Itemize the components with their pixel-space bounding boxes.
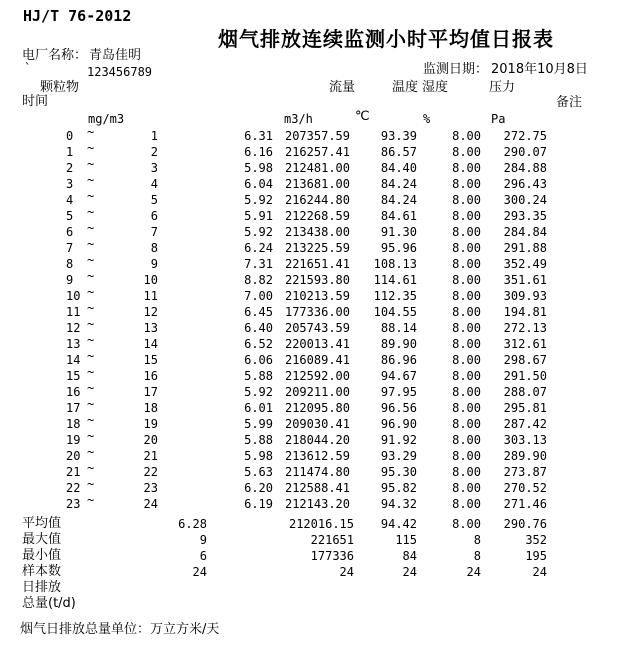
plant-name-line xyxy=(22,49,141,63)
temperature-value: 91.92 xyxy=(380,433,417,447)
tilde-separator: ~ xyxy=(87,221,95,235)
flow-value: 216089.41 xyxy=(284,353,350,367)
footer-note: 烟气日排放总量单位：万立方米/天 xyxy=(20,622,220,637)
temperature-value: 114.61 xyxy=(373,273,417,287)
hour-end: 10 xyxy=(143,273,158,287)
summary-flow-value: 24 xyxy=(339,565,354,579)
hour-end: 15 xyxy=(143,353,158,367)
tilde-separator: ~ xyxy=(87,349,95,363)
summary-label: 样本数 xyxy=(22,564,62,579)
flow-value: 216244.80 xyxy=(284,193,350,207)
humidity-value: 8.00 xyxy=(452,289,481,303)
particulate-value: 5.88 xyxy=(244,433,273,447)
summary-temperature-value: 94.42 xyxy=(380,517,417,531)
hour-end: 6 xyxy=(150,209,158,223)
humidity-value: 8.00 xyxy=(452,129,481,143)
summary-flow-value: 212016.15 xyxy=(288,517,354,531)
temperature-value: 96.90 xyxy=(380,417,417,431)
flow-value: 177336.00 xyxy=(284,305,350,319)
humidity-value: 8.00 xyxy=(452,321,481,335)
particulate-value: 5.88 xyxy=(244,369,273,383)
summary-humidity-value xyxy=(419,596,481,612)
tilde-separator: ~ xyxy=(87,317,95,331)
summary-humidity-value: 24 xyxy=(466,565,481,579)
hour-start: 9 xyxy=(66,273,74,287)
summary-label: 日排放 xyxy=(22,580,62,595)
standard-code: HJ/T 76-2012 xyxy=(23,7,132,25)
hour-end: 3 xyxy=(150,161,158,175)
summary-pressure-value xyxy=(485,596,547,612)
plant-code: 123456789 xyxy=(87,65,153,79)
pressure-value: 272.75 xyxy=(503,129,547,143)
hour-start: 14 xyxy=(66,353,81,367)
flow-value: 212095.80 xyxy=(284,401,350,415)
particulate-value: 6.01 xyxy=(244,401,273,415)
pressure-value: 290.07 xyxy=(503,145,547,159)
summary-flow-value: 177336 xyxy=(310,549,354,563)
summary-humidity-value: 8 xyxy=(473,549,481,563)
particulate-value: 5.91 xyxy=(244,209,273,223)
humidity-value: 8.00 xyxy=(452,337,481,351)
humidity-value: 8.00 xyxy=(452,225,481,239)
tick-mark: ` xyxy=(24,61,32,75)
particulate-value: 6.52 xyxy=(244,337,273,351)
pressure-value: 288.07 xyxy=(503,385,547,399)
hour-end: 13 xyxy=(143,321,158,335)
hour-end: 2 xyxy=(150,145,158,159)
particulate-value: 6.04 xyxy=(244,177,273,191)
hour-end: 21 xyxy=(143,449,158,463)
flow-value: 212592.00 xyxy=(284,369,350,383)
tilde-separator: ~ xyxy=(87,157,95,171)
hour-end: 18 xyxy=(143,401,158,415)
pressure-value: 272.13 xyxy=(503,321,547,335)
pressure-value: 271.46 xyxy=(503,497,547,511)
particulate-value: 5.63 xyxy=(244,465,273,479)
tilde-separator: ~ xyxy=(87,125,95,139)
pressure-value: 291.50 xyxy=(503,369,547,383)
summary-row xyxy=(0,548,627,564)
temperature-value: 96.56 xyxy=(380,401,417,415)
pressure-value: 298.67 xyxy=(503,353,547,367)
tilde-separator: ~ xyxy=(87,381,95,395)
hour-start: 12 xyxy=(66,321,81,335)
hour-end: 22 xyxy=(143,465,158,479)
temperature-value: 97.95 xyxy=(380,385,417,399)
tilde-separator: ~ xyxy=(87,301,95,315)
flow-value: 212143.20 xyxy=(284,497,350,511)
flow-value: 212588.41 xyxy=(284,481,350,495)
summary-temperature-value: 84 xyxy=(402,549,417,563)
particulate-value: 5.92 xyxy=(244,193,273,207)
particulate-value: 5.92 xyxy=(244,225,273,239)
hour-start: 17 xyxy=(66,401,81,415)
summary-particulate-value: 6.28 xyxy=(178,517,207,531)
hour-end: 1 xyxy=(150,129,158,143)
col-header-pressure: 压力 xyxy=(489,80,516,95)
temperature-value: 89.90 xyxy=(380,337,417,351)
monitor-date-line xyxy=(423,63,588,77)
particulate-value: 6.16 xyxy=(244,145,273,159)
tilde-separator: ~ xyxy=(87,461,95,475)
summary-pressure-value: 24 xyxy=(532,565,547,579)
pressure-value: 194.81 xyxy=(503,305,547,319)
plant-name-value: 青岛佳明 xyxy=(89,48,142,63)
temperature-value: 84.61 xyxy=(380,209,417,223)
tilde-separator: ~ xyxy=(87,269,95,283)
tilde-separator: ~ xyxy=(87,477,95,491)
unit-temperature: ℃ xyxy=(355,109,370,124)
particulate-value: 6.31 xyxy=(244,129,273,143)
humidity-value: 8.00 xyxy=(452,433,481,447)
tilde-separator: ~ xyxy=(87,173,95,187)
summary-row xyxy=(0,596,627,612)
hour-start: 10 xyxy=(66,289,81,303)
pressure-value: 287.42 xyxy=(503,417,547,431)
pressure-value: 295.81 xyxy=(503,401,547,415)
particulate-value: 5.99 xyxy=(244,417,273,431)
temperature-value: 104.55 xyxy=(373,305,417,319)
humidity-value: 8.00 xyxy=(452,257,481,271)
flow-value: 213681.00 xyxy=(284,177,350,191)
temperature-value: 108.13 xyxy=(373,257,417,271)
hour-start: 22 xyxy=(66,481,81,495)
pressure-value: 284.84 xyxy=(503,225,547,239)
humidity-value: 8.00 xyxy=(452,465,481,479)
tilde-separator: ~ xyxy=(87,237,95,251)
pressure-value: 273.87 xyxy=(503,465,547,479)
hour-start: 0 xyxy=(66,129,74,143)
tilde-separator: ~ xyxy=(87,397,95,411)
particulate-value: 6.06 xyxy=(244,353,273,367)
hour-start: 8 xyxy=(66,257,74,271)
summary-flow-value xyxy=(272,580,354,596)
pressure-value: 270.52 xyxy=(503,481,547,495)
summary-row xyxy=(0,564,627,580)
summary-label: 总量(t/d) xyxy=(22,596,76,611)
flow-value: 212268.59 xyxy=(284,209,350,223)
hour-end: 17 xyxy=(143,385,158,399)
hour-end: 11 xyxy=(143,289,158,303)
particulate-value: 6.19 xyxy=(244,497,273,511)
hour-start: 6 xyxy=(66,225,74,239)
col-header-temperature: 温度 xyxy=(392,80,419,95)
monitor-date-label: 监测日期： xyxy=(423,62,489,77)
temperature-value: 88.14 xyxy=(380,321,417,335)
hour-start: 1 xyxy=(66,145,74,159)
hour-start: 16 xyxy=(66,385,81,399)
flow-value: 205743.59 xyxy=(284,321,350,335)
tilde-separator: ~ xyxy=(87,253,95,267)
humidity-value: 8.00 xyxy=(452,449,481,463)
flow-value: 213438.00 xyxy=(284,225,350,239)
hour-end: 5 xyxy=(150,193,158,207)
humidity-value: 8.00 xyxy=(452,417,481,431)
particulate-value: 7.00 xyxy=(244,289,273,303)
temperature-value: 86.96 xyxy=(380,353,417,367)
tilde-separator: ~ xyxy=(87,189,95,203)
summary-flow-value xyxy=(272,596,354,612)
temperature-value: 112.35 xyxy=(373,289,417,303)
summary-particulate-value xyxy=(129,596,207,612)
particulate-value: 5.98 xyxy=(244,449,273,463)
hour-end: 16 xyxy=(143,369,158,383)
temperature-value: 84.24 xyxy=(380,193,417,207)
hour-start: 2 xyxy=(66,161,74,175)
tilde-separator: ~ xyxy=(87,493,95,507)
tilde-separator: ~ xyxy=(87,365,95,379)
humidity-value: 8.00 xyxy=(452,209,481,223)
report-title: 烟气排放连续监测小时平均值日报表 xyxy=(218,27,554,51)
summary-particulate-value: 9 xyxy=(199,533,207,547)
humidity-value: 8.00 xyxy=(452,145,481,159)
unit-pressure: Pa xyxy=(491,112,506,126)
summary-pressure-value xyxy=(485,580,547,596)
summary-row xyxy=(0,516,627,532)
humidity-value: 8.00 xyxy=(452,401,481,415)
summary-particulate-value: 6 xyxy=(199,549,207,563)
flow-value: 210213.59 xyxy=(284,289,350,303)
flow-value: 213612.59 xyxy=(284,449,350,463)
hour-start: 4 xyxy=(66,193,74,207)
hour-start: 13 xyxy=(66,337,81,351)
temperature-value: 93.39 xyxy=(380,129,417,143)
temperature-value: 84.24 xyxy=(380,177,417,191)
temperature-value: 95.96 xyxy=(380,241,417,255)
temperature-value: 95.82 xyxy=(380,481,417,495)
hour-start: 23 xyxy=(66,497,81,511)
pressure-value: 291.88 xyxy=(503,241,547,255)
flow-value: 209211.00 xyxy=(284,385,350,399)
hour-start: 5 xyxy=(66,209,74,223)
humidity-value: 8.00 xyxy=(452,353,481,367)
pressure-value: 303.13 xyxy=(503,433,547,447)
summary-label: 最大值 xyxy=(22,532,62,547)
tilde-separator: ~ xyxy=(87,205,95,219)
summary-label: 最小值 xyxy=(22,548,62,563)
pressure-value: 352.49 xyxy=(503,257,547,271)
summary-label: 平均值 xyxy=(22,516,62,531)
summary-temperature-value: 115 xyxy=(395,533,417,547)
tilde-separator: ~ xyxy=(87,429,95,443)
humidity-value: 8.00 xyxy=(452,497,481,511)
humidity-value: 8.00 xyxy=(452,241,481,255)
hour-end: 4 xyxy=(150,177,158,191)
hour-start: 3 xyxy=(66,177,74,191)
particulate-value: 6.20 xyxy=(244,481,273,495)
unit-humidity: % xyxy=(423,112,431,126)
unit-particulate: mg/m3 xyxy=(88,112,125,126)
temperature-value: 84.40 xyxy=(380,161,417,175)
particulate-value: 5.92 xyxy=(244,385,273,399)
hour-end: 8 xyxy=(150,241,158,255)
unit-flow: m3/h xyxy=(284,112,313,126)
monitor-date-value: 2018年10月8日 xyxy=(491,62,588,77)
particulate-value: 8.82 xyxy=(244,273,273,287)
particulate-value: 6.40 xyxy=(244,321,273,335)
col-header-remark: 备注 xyxy=(556,95,583,110)
particulate-value: 6.45 xyxy=(244,305,273,319)
temperature-value: 94.32 xyxy=(380,497,417,511)
hour-end: 23 xyxy=(143,481,158,495)
pressure-value: 289.90 xyxy=(503,449,547,463)
humidity-value: 8.00 xyxy=(452,177,481,191)
humidity-value: 8.00 xyxy=(452,193,481,207)
summary-pressure-value: 195 xyxy=(525,549,547,563)
summary-pressure-value: 290.76 xyxy=(503,517,547,531)
temperature-value: 95.30 xyxy=(380,465,417,479)
summary-particulate-value: 24 xyxy=(192,565,207,579)
hour-end: 24 xyxy=(143,497,158,511)
tilde-separator: ~ xyxy=(87,445,95,459)
hour-start: 19 xyxy=(66,433,81,447)
flow-value: 221651.41 xyxy=(284,257,350,271)
col-header-flow: 流量 xyxy=(329,80,356,95)
summary-humidity-value: 8.00 xyxy=(452,517,481,531)
hour-start: 15 xyxy=(66,369,81,383)
flow-value: 207357.59 xyxy=(284,129,350,143)
flow-value: 220013.41 xyxy=(284,337,350,351)
pressure-value: 309.93 xyxy=(503,289,547,303)
summary-pressure-value: 352 xyxy=(525,533,547,547)
particulate-value: 6.24 xyxy=(244,241,273,255)
hour-start: 20 xyxy=(66,449,81,463)
table-row xyxy=(0,493,627,512)
hour-start: 21 xyxy=(66,465,81,479)
summary-temperature-value xyxy=(355,580,417,596)
pressure-value: 284.88 xyxy=(503,161,547,175)
flow-value: 212481.00 xyxy=(284,161,350,175)
tilde-separator: ~ xyxy=(87,333,95,347)
tilde-separator: ~ xyxy=(87,413,95,427)
summary-temperature-value xyxy=(355,596,417,612)
flow-value: 218044.20 xyxy=(284,433,350,447)
temperature-value: 94.67 xyxy=(380,369,417,383)
flow-value: 213225.59 xyxy=(284,241,350,255)
summary-row xyxy=(0,580,627,596)
pressure-value: 296.43 xyxy=(503,177,547,191)
summary-humidity-value: 8 xyxy=(473,533,481,547)
temperature-value: 86.57 xyxy=(380,145,417,159)
col-header-particulate: 颗粒物 xyxy=(40,80,80,95)
flow-value: 216257.41 xyxy=(284,145,350,159)
humidity-value: 8.00 xyxy=(452,385,481,399)
humidity-value: 8.00 xyxy=(452,369,481,383)
particulate-value: 7.31 xyxy=(244,257,273,271)
tilde-separator: ~ xyxy=(87,285,95,299)
col-header-time: 时间 xyxy=(22,94,49,109)
summary-particulate-value xyxy=(129,580,207,596)
plant-name-label: 电厂名称： xyxy=(22,48,88,63)
hour-end: 20 xyxy=(143,433,158,447)
summary-row xyxy=(0,532,627,548)
humidity-value: 8.00 xyxy=(452,481,481,495)
pressure-value: 312.61 xyxy=(503,337,547,351)
hour-end: 7 xyxy=(150,225,158,239)
temperature-value: 93.29 xyxy=(380,449,417,463)
col-header-humidity: 湿度 xyxy=(422,80,449,95)
humidity-value: 8.00 xyxy=(452,305,481,319)
hour-end: 9 xyxy=(150,257,158,271)
tilde-separator: ~ xyxy=(87,141,95,155)
hour-end: 12 xyxy=(143,305,158,319)
temperature-value: 91.30 xyxy=(380,225,417,239)
summary-humidity-value xyxy=(419,580,481,596)
flow-value: 211474.80 xyxy=(284,465,350,479)
pressure-value: 351.61 xyxy=(503,273,547,287)
flow-value: 209030.41 xyxy=(284,417,350,431)
hour-start: 18 xyxy=(66,417,81,431)
humidity-value: 8.00 xyxy=(452,161,481,175)
summary-temperature-value: 24 xyxy=(402,565,417,579)
summary-flow-value: 221651 xyxy=(310,533,354,547)
hour-end: 14 xyxy=(143,337,158,351)
pressure-value: 293.35 xyxy=(503,209,547,223)
flow-value: 221593.80 xyxy=(284,273,350,287)
hour-start: 11 xyxy=(66,305,81,319)
pressure-value: 300.24 xyxy=(503,193,547,207)
hour-end: 19 xyxy=(143,417,158,431)
hour-start: 7 xyxy=(66,241,74,255)
humidity-value: 8.00 xyxy=(452,273,481,287)
particulate-value: 5.98 xyxy=(244,161,273,175)
